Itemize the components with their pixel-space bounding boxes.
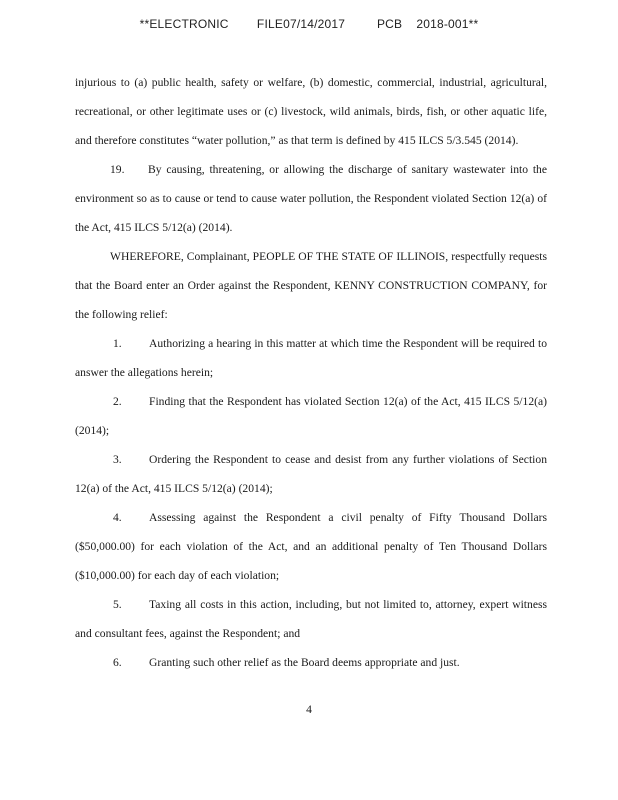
- relief-item-number: 3.: [113, 453, 122, 466]
- relief-item-number: 6.: [113, 656, 122, 669]
- relief-item: [75, 329, 547, 387]
- relief-item: [75, 387, 547, 445]
- relief-item: [75, 445, 547, 503]
- relief-item-number: 1.: [113, 337, 122, 350]
- paragraph-text: By causing, threatening, or allowing the discharge of sanitary wastewater into the environment so as to cause or tend to cause water pollution, the Respondent violated Section 12(a) of the Act, 415 ILCS 5/12(a) (2014).: [75, 163, 547, 234]
- relief-item-text: Assessing against the Respondent a civil penalty of Fifty Thousand Dollars ($50,000.00) for each violation of the Act, and an additional penalty of Ten Thousand Dollars ($10,000.00) for each day of each violation;: [75, 511, 547, 582]
- relief-item-number: 5.: [113, 598, 122, 611]
- paragraph-19: [75, 155, 547, 242]
- relief-item: [75, 590, 547, 648]
- relief-item-text: Authorizing a hearing in this matter at which time the Respondent will be required to answer the allegations herein;: [75, 337, 547, 379]
- paragraph-number: 19.: [110, 163, 125, 176]
- relief-item-text: Ordering the Respondent to cease and desist from any further violations of Section 12(a) of the Act, 415 ILCS 5/12(a) (2014);: [75, 453, 547, 495]
- relief-item-number: 4.: [113, 511, 122, 524]
- continuation-paragraph: injurious to (a) public health, safety or welfare, (b) domestic, commercial, industrial, agricultural, recreational, or other legitimate uses or (c) livestock, wild animals, birds, fish, or other aquatic life, and therefore constitutes “water pollution,” as that term is defined by 415 ILCS 5/3.545 (2014).: [75, 76, 547, 147]
- relief-item-text: Granting such other relief as the Board deems appropriate and just.: [149, 656, 460, 669]
- wherefore-clause: WHEREFORE, Complainant, PEOPLE OF THE STATE OF ILLINOIS, respectfully requests that the Board enter an Order against the Respondent, KENNY CONSTRUCTION COMPANY, for the following relief:: [75, 250, 547, 321]
- page-number: 4: [306, 703, 312, 716]
- relief-item: [75, 503, 547, 590]
- relief-item-text: Finding that the Respondent has violated Section 12(a) of the Act, 415 ILCS 5/12(a) (2014);: [75, 395, 547, 437]
- relief-item-text: Taxing all costs in this action, including, but not limited to, attorney, expert witness and consultant fees, against the Respondent; and: [75, 598, 547, 640]
- electronic-filing-stamp: **ELECTRONIC FILE07/14/2017 PCB 2018-001**: [139, 17, 479, 31]
- relief-item: [75, 648, 547, 677]
- relief-item-number: 2.: [113, 395, 122, 408]
- document-body: [75, 68, 547, 677]
